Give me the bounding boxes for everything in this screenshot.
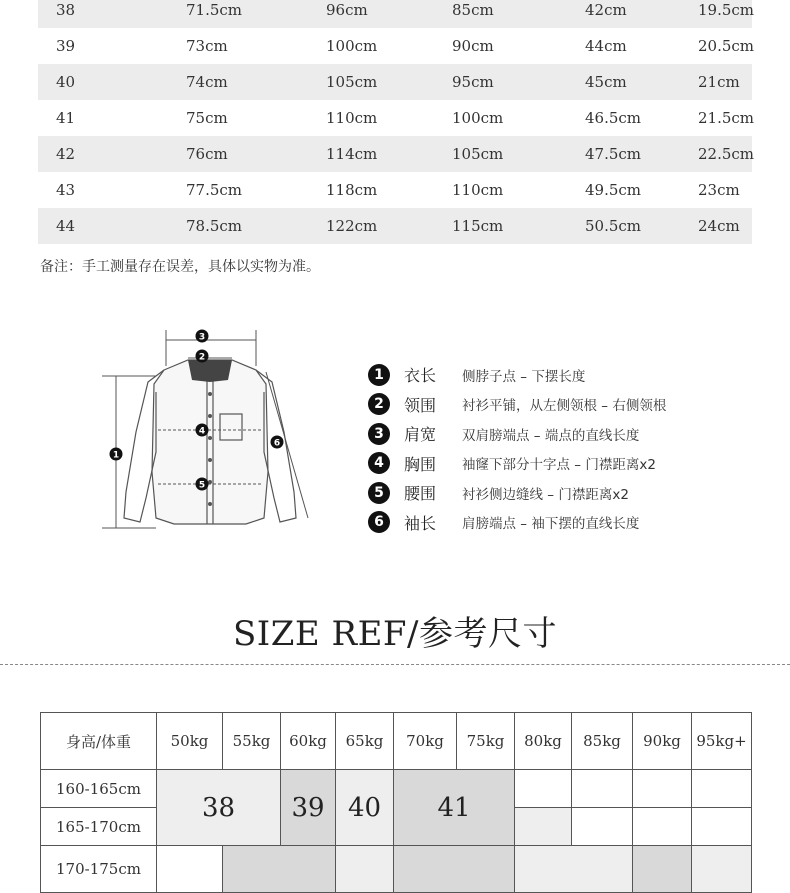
empty-cell (632, 769, 692, 808)
size-cell: 23cm (698, 181, 740, 199)
diagram-marker-1: 1 (112, 450, 120, 461)
legend-description: 双肩膀端点 – 端点的直线长度 (462, 427, 640, 444)
legend-item (368, 478, 666, 508)
size-cell: 95cm (452, 73, 494, 91)
shaded-cell (393, 845, 515, 893)
legend-term: 胸围 (404, 454, 437, 474)
size-row (38, 100, 755, 136)
empty-cell (691, 769, 752, 808)
size-row (38, 208, 752, 244)
size-cell: 73cm (186, 37, 228, 55)
size-cell: 122cm (326, 217, 378, 235)
legend-term: 衣长 (404, 366, 437, 386)
size-cell: 118cm (326, 181, 378, 199)
size-reference-grid (40, 712, 751, 892)
shaded-cell (335, 845, 394, 893)
size-cell: 74cm (186, 73, 228, 91)
size-cell: 105cm (452, 145, 504, 163)
empty-cell (571, 807, 633, 846)
size-cell: 49.5cm (585, 181, 642, 199)
size-cell: 42 (56, 145, 76, 163)
legend-number: 2 (368, 393, 390, 415)
legend-description: 衬衫侧边缝线 – 门襟距离x2 (462, 486, 629, 503)
legend-item (368, 449, 666, 479)
size-cell: 21.5cm (698, 109, 755, 127)
shaded-cell (691, 845, 752, 893)
size-cell: 38 (56, 1, 76, 19)
weight-header: 75kg (456, 712, 515, 770)
size-cell: 47.5cm (585, 145, 642, 163)
shaded-cell (222, 845, 336, 893)
legend-term: 腰围 (404, 484, 437, 504)
legend-term: 袖长 (404, 513, 437, 533)
legend-term: 领围 (404, 395, 437, 415)
legend-term: 肩宽 (404, 425, 437, 445)
empty-cell (691, 807, 752, 846)
size-cell: 41 (56, 109, 76, 127)
size-cell: 78.5cm (186, 217, 243, 235)
size-cell: 45cm (585, 73, 627, 91)
legend-number: 5 (368, 482, 390, 504)
size-cell: 39 (56, 37, 76, 55)
size-cell: 21cm (698, 73, 740, 91)
size-ref-title: SIZE REF/参考尺寸 (233, 614, 557, 654)
size-cell: 110cm (452, 181, 504, 199)
weight-header: 90kg (632, 712, 692, 770)
size-row (38, 0, 755, 28)
legend-description: 侧脖子点 – 下摆长度 (462, 368, 586, 385)
weight-header: 95kg+ (691, 712, 752, 770)
size-row (38, 136, 755, 172)
measurement-legend (368, 360, 666, 537)
size-cell: 114cm (326, 145, 378, 163)
weight-header: 65kg (335, 712, 394, 770)
size-cell: 77.5cm (186, 181, 243, 199)
diagram-marker-5: 5 (198, 480, 206, 491)
diagram-marker-6: 6 (273, 438, 281, 449)
size-cell: 43 (56, 181, 76, 199)
size-row (38, 172, 752, 208)
height-label: 165-170cm (40, 807, 157, 846)
size-cell: 115cm (452, 217, 504, 235)
size-cell: 90cm (452, 37, 494, 55)
legend-item (368, 390, 666, 420)
shirt-diagram (96, 322, 326, 544)
diagram-marker-4: 4 (198, 426, 206, 437)
size-cell: 76cm (186, 145, 228, 163)
empty-cell (632, 807, 692, 846)
shaded-cell (514, 845, 633, 893)
shirt-drawing (96, 322, 326, 544)
legend-number: 6 (368, 511, 390, 533)
legend-item (368, 419, 666, 449)
size-cell: 19.5cm (698, 1, 755, 19)
size-cell: 44 (56, 217, 76, 235)
size-block-40: 40 (335, 769, 394, 846)
grid-corner-header: 身高/体重 (40, 712, 157, 770)
size-cell: 24cm (698, 217, 740, 235)
empty-cell (514, 769, 572, 808)
shaded-cell (632, 845, 692, 893)
size-block-41: 41 (393, 769, 515, 846)
size-cell: 44cm (585, 37, 627, 55)
legend-description: 肩膀端点 – 袖下摆的直线长度 (462, 516, 640, 533)
legend-item (368, 508, 666, 538)
size-cell: 85cm (452, 1, 494, 19)
size-cell: 71.5cm (186, 1, 243, 19)
size-cell: 75cm (186, 109, 228, 127)
height-label: 170-175cm (40, 845, 157, 893)
weight-header: 55kg (222, 712, 281, 770)
legend-description: 衬衫平铺，从左侧领根 – 右侧领根 (462, 398, 667, 415)
size-cell: 42cm (585, 1, 627, 19)
size-row (38, 28, 755, 64)
empty-cell (571, 769, 633, 808)
legend-number: 4 (368, 452, 390, 474)
legend-description: 袖窿下部分十字点 – 门襟距离x2 (462, 457, 656, 474)
measurement-note: 备注：手工测量存在误差，具体以实物为准。 (40, 259, 320, 275)
size-cell: 20.5cm (698, 37, 755, 55)
height-label: 160-165cm (40, 769, 157, 808)
diagram-marker-2: 2 (198, 352, 206, 363)
legend-item (368, 360, 666, 390)
diagram-marker-3: 3 (198, 332, 206, 343)
size-cell: 105cm (326, 73, 378, 91)
size-cell: 50.5cm (585, 217, 642, 235)
legend-number: 1 (368, 364, 390, 386)
size-cell: 110cm (326, 109, 378, 127)
weight-header: 80kg (514, 712, 572, 770)
weight-header: 85kg (571, 712, 633, 770)
size-cell: 46.5cm (585, 109, 642, 127)
weight-header: 70kg (393, 712, 457, 770)
empty-cell (156, 845, 223, 893)
dashed-divider (0, 664, 790, 665)
size-block-38: 38 (156, 769, 281, 846)
empty-cell (514, 807, 572, 846)
size-cell: 40 (56, 73, 76, 91)
legend-number: 3 (368, 423, 390, 445)
size-row (38, 64, 752, 100)
size-block-39: 39 (280, 769, 336, 846)
size-cell: 22.5cm (698, 145, 755, 163)
weight-header: 50kg (156, 712, 223, 770)
size-cell: 100cm (326, 37, 378, 55)
weight-header: 60kg (280, 712, 336, 770)
size-cell: 100cm (452, 109, 504, 127)
size-table (38, 0, 755, 244)
size-cell: 96cm (326, 1, 368, 19)
